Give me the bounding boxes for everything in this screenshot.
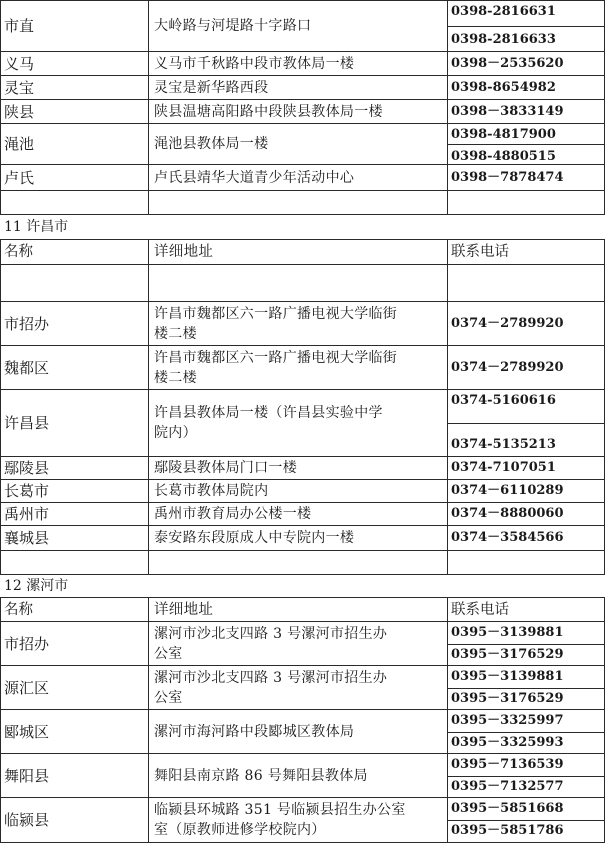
cell-text: 联系电话 [451, 244, 509, 260]
table-row [0, 52, 605, 75]
column-rule [0, 457, 1, 479]
column-rule [148, 191, 149, 214]
address-cell [154, 100, 446, 123]
name-cell [4, 798, 144, 842]
table-row [0, 76, 605, 99]
phone-cell [451, 598, 601, 621]
phone-cell [451, 100, 601, 123]
cell-text: 禹州市 [4, 505, 50, 523]
table-row [0, 1, 605, 51]
cell-text: 0395－5851786 [451, 823, 564, 838]
name-cell [4, 165, 144, 190]
column-rule [0, 346, 1, 389]
column-rule [148, 124, 149, 164]
column-rule [0, 480, 1, 502]
cell-text: 0395－3139881 [451, 669, 564, 684]
column-rule [447, 480, 448, 502]
cell-text: 市招办 [4, 634, 50, 653]
column-rule [148, 240, 149, 264]
phone-cell [451, 76, 601, 99]
cell-text: 公室 [154, 645, 183, 662]
cell-text: 泰安路东段原成人中专院内一楼 [154, 530, 355, 546]
column-rule [0, 165, 1, 190]
cell-text: 0374－6110289 [451, 483, 564, 498]
cell-text: 义马市千秋路中段市教体局一楼 [154, 55, 355, 72]
phone-cell [451, 666, 601, 709]
address-cell [154, 666, 446, 709]
table-row [0, 100, 605, 123]
table-header-row [0, 598, 605, 621]
table-row [0, 265, 605, 301]
column-rule [148, 503, 149, 525]
cell-text: 临颍县 [4, 811, 50, 829]
column-rule [148, 754, 149, 797]
cell-text: 0398－7878474 [451, 169, 564, 185]
table-header-row [0, 240, 605, 264]
address-cell [154, 240, 446, 264]
name-cell [4, 390, 144, 456]
phone-cell [451, 754, 601, 797]
table-row [0, 551, 605, 574]
cell-text: 陕县 [4, 102, 35, 121]
address-cell [154, 798, 446, 842]
address-cell [154, 710, 446, 753]
column-rule [148, 666, 149, 709]
column-rule [148, 480, 149, 502]
column-rule [447, 526, 448, 550]
column-rule [148, 265, 149, 301]
cell-text: 长葛市教体局院内 [154, 483, 269, 499]
cell-text: 12 漯河市 [4, 578, 69, 594]
cell-text: 院内） [154, 425, 197, 441]
cell-text: 联系电话 [451, 601, 509, 618]
address-cell [154, 598, 446, 621]
cell-text: 0398-4880515 [451, 149, 556, 164]
cell-text: 0395－3325997 [451, 713, 564, 728]
address-cell [154, 346, 446, 389]
column-rule [148, 798, 149, 842]
cell-text: 临颍县环城路 351 号临颍县招生办公室 [154, 802, 406, 818]
column-rule [148, 598, 149, 621]
phone-cell [451, 346, 601, 389]
cell-text: 陕县温塘高阳路中段陕县教体局一楼 [154, 103, 383, 120]
address-cell [154, 480, 446, 502]
cell-text: 禹州市教育局办公楼一楼 [154, 506, 312, 522]
column-rule [447, 76, 448, 99]
cell-text: 名称 [4, 601, 33, 618]
cell-text: 0398-8654982 [451, 79, 556, 95]
phone-cell [451, 480, 601, 502]
column-rule [148, 457, 149, 479]
cell-text: 0395－5851668 [451, 801, 564, 816]
name-cell [4, 598, 144, 621]
column-rule [447, 191, 448, 214]
cell-text: 公室 [154, 689, 183, 706]
cell-text: 市招办 [4, 314, 50, 333]
table-row [0, 798, 605, 842]
column-rule [447, 240, 448, 264]
column-rule [0, 1, 1, 51]
cell-text: 漯河市海河路中段郾城区教体局 [154, 723, 355, 740]
cell-text: 舞阳县南京路 86 号舞阳县教体局 [154, 767, 368, 784]
phone-cell [451, 526, 601, 550]
column-rule [0, 52, 1, 75]
cell-text: 襄城县 [4, 529, 50, 547]
cell-text: 0395－3176529 [451, 647, 564, 662]
cell-text: 0374－8880060 [451, 506, 564, 521]
cell-text: 市直 [4, 17, 35, 35]
section-title-row [0, 575, 605, 597]
cell-text: 楼二楼 [154, 369, 197, 386]
address-cell [154, 526, 446, 550]
name-cell [4, 457, 144, 479]
column-rule [447, 598, 448, 621]
table-rule [0, 842, 605, 843]
table-row [0, 503, 605, 525]
cell-text: 许昌市魏都区六一路广播电视大学临街 [154, 349, 398, 366]
name-cell [4, 622, 144, 665]
column-rule [148, 76, 149, 99]
column-rule [447, 52, 448, 75]
table-row [0, 390, 605, 456]
table-row [0, 754, 605, 797]
column-rule [0, 710, 1, 753]
column-rule [447, 346, 448, 389]
cell-text: 0398-4817900 [451, 127, 556, 142]
phone-cell [451, 165, 601, 190]
column-rule [148, 302, 149, 345]
cell-text: 0374－2789920 [451, 315, 564, 331]
cell-text: 0395－3139881 [451, 625, 564, 640]
name-cell [4, 710, 144, 753]
cell-text: 0398－3833149 [451, 103, 564, 119]
cell-text: 0374－3584566 [451, 530, 564, 545]
name-cell [4, 526, 144, 550]
cell-text: 详细地址 [154, 244, 214, 260]
cell-text: 舞阳县 [4, 766, 50, 785]
phone-cell [451, 390, 601, 456]
cell-text: 源汇区 [4, 678, 50, 697]
column-rule [148, 52, 149, 75]
cell-text: 0398－2535620 [451, 55, 564, 71]
cell-text: 许昌县教体局一楼（许昌县实验中学 [154, 405, 383, 421]
name-cell [4, 240, 144, 264]
section-title-row [0, 215, 605, 239]
name-cell [4, 52, 144, 75]
section-title [4, 575, 68, 597]
column-rule [0, 76, 1, 99]
cell-text: 0395－3176529 [451, 691, 564, 706]
column-rule [0, 100, 1, 123]
cell-text: 灵宝 [4, 78, 35, 97]
column-rule [0, 302, 1, 345]
address-cell [154, 754, 446, 797]
address-cell [154, 622, 446, 665]
cell-text: 渑池 [4, 135, 35, 153]
cell-text: 0398-2816633 [451, 32, 556, 47]
table-row [0, 710, 605, 753]
cell-text: 0374-5135213 [451, 437, 556, 452]
column-rule [0, 124, 1, 164]
column-rule [447, 457, 448, 479]
address-cell [154, 302, 446, 345]
column-rule [148, 346, 149, 389]
table-row [0, 165, 605, 190]
name-cell [4, 302, 144, 345]
cell-text: 大岭路与河堤路十字路口 [154, 18, 312, 34]
cell-text: 楼二楼 [154, 325, 197, 342]
cell-text: 详细地址 [154, 601, 214, 618]
table-row [0, 457, 605, 479]
column-rule [0, 265, 1, 301]
cell-text: 许昌市魏都区六一路广播电视大学临街 [154, 305, 398, 322]
name-cell [4, 76, 144, 99]
phone-cell [451, 710, 601, 753]
column-rule [0, 598, 1, 621]
cell-text: 义马 [4, 54, 35, 73]
cell-text: 0374-7107051 [451, 460, 556, 475]
column-rule [0, 551, 1, 574]
name-cell [4, 346, 144, 389]
address-cell [154, 457, 446, 479]
cell-text: 魏都区 [4, 358, 50, 377]
cell-text: 渑池县教体局一楼 [154, 136, 269, 152]
cell-text: 长葛市 [4, 482, 50, 500]
address-cell [154, 390, 446, 456]
cell-text: 0374－2789920 [451, 359, 564, 375]
column-rule [447, 265, 448, 301]
column-rule [0, 754, 1, 797]
table-row [0, 346, 605, 389]
column-rule [447, 551, 448, 574]
address-cell [154, 124, 446, 164]
phone-cell [451, 302, 601, 345]
cell-text: 鄢陵县教体局门口一楼 [154, 460, 297, 476]
cell-text: 0395－3325993 [451, 735, 564, 750]
cell-text: 0398-2816631 [451, 4, 556, 19]
column-rule [0, 503, 1, 525]
column-rule [148, 390, 149, 456]
section-title [4, 215, 68, 239]
cell-text: 漯河市沙北支四路 3 号漯河市招生办 [154, 625, 388, 642]
phone-cell [451, 798, 601, 842]
phone-cell [451, 1, 601, 51]
cell-text: 灵宝是新华路西段 [154, 79, 269, 96]
cell-text: 名称 [4, 244, 33, 260]
cell-text: 鄢陵县 [4, 459, 50, 477]
table-row [0, 480, 605, 502]
address-cell [154, 1, 446, 51]
column-rule [148, 551, 149, 574]
column-rule [148, 165, 149, 190]
cell-text: 0395－7132577 [451, 779, 564, 794]
table-row [0, 666, 605, 709]
column-rule [447, 165, 448, 190]
name-cell [4, 124, 144, 164]
cell-text: 漯河市沙北支四路 3 号漯河市招生办 [154, 669, 388, 686]
phone-cell [451, 124, 601, 164]
phone-cell [451, 240, 601, 264]
column-rule [0, 390, 1, 456]
cell-text: 0374-5160616 [451, 393, 556, 408]
column-rule [148, 1, 149, 51]
column-rule [0, 240, 1, 264]
column-rule [148, 526, 149, 550]
cell-text: 卢氏县靖华大道青少年活动中心 [154, 169, 355, 186]
column-rule [148, 100, 149, 123]
name-cell [4, 1, 144, 51]
table-row [0, 526, 605, 550]
table-row [0, 622, 605, 665]
phone-cell [451, 52, 601, 75]
column-rule [0, 798, 1, 842]
name-cell [4, 503, 144, 525]
cell-text: 11 许昌市 [4, 219, 69, 235]
column-rule [447, 302, 448, 345]
address-cell [154, 52, 446, 75]
column-rule [0, 191, 1, 214]
cell-text: 许昌县 [4, 414, 50, 432]
cell-text: 0395－7136539 [451, 757, 564, 772]
name-cell [4, 100, 144, 123]
column-rule [0, 622, 1, 665]
table-row [0, 191, 605, 214]
phone-cell [451, 503, 601, 525]
column-rule [0, 666, 1, 709]
column-rule [447, 100, 448, 123]
name-cell [4, 754, 144, 797]
cell-text: 室（原教师进修学校院内） [154, 822, 326, 838]
address-cell [154, 165, 446, 190]
name-cell [4, 480, 144, 502]
column-rule [0, 526, 1, 550]
address-cell [154, 503, 446, 525]
column-rule [148, 622, 149, 665]
cell-text: 郾城区 [4, 722, 50, 741]
column-rule [447, 503, 448, 525]
column-rule [148, 710, 149, 753]
address-cell [154, 76, 446, 99]
cell-text: 卢氏 [4, 168, 35, 187]
table-row [0, 124, 605, 164]
phone-cell [451, 457, 601, 479]
table-row [0, 302, 605, 345]
name-cell [4, 666, 144, 709]
phone-cell [451, 622, 601, 665]
